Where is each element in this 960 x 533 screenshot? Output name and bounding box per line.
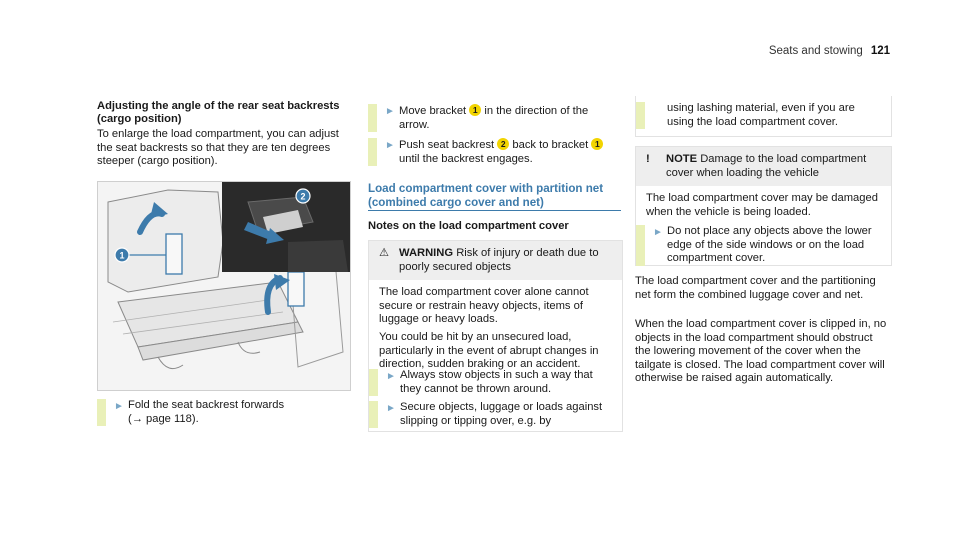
step-push-backrest — [368, 138, 621, 166]
step-text: Secure objects, luggage or loads against slipping or tipping over, e.g. by — [400, 401, 603, 427]
step-arrow-icon: ► — [386, 371, 396, 382]
rear-seat-illustration — [97, 181, 351, 391]
step-arrow-icon: ► — [653, 227, 663, 238]
step-arrow-icon: ► — [114, 401, 124, 412]
step-text: Always stow objects in such a way that they cannot be thrown around. — [400, 369, 593, 395]
body-paragraph-1: The load compartment cover and the partitioning net form the combined luggage cover and net. — [635, 275, 876, 301]
step-arrow-icon: ► — [385, 140, 395, 151]
step-text-pre: Push seat backrest — [399, 139, 495, 151]
image-callout-1: 1 — [119, 250, 125, 261]
warning-step-continued — [636, 102, 881, 129]
notice-exclamation-icon: ! — [646, 153, 650, 165]
note-paragraph: The load compartment cover may be damaged when the vehicle is being loaded. — [646, 192, 878, 218]
step-text-post: until the backrest engages. — [399, 152, 533, 165]
image-callout-2: 2 — [300, 191, 306, 202]
section-heading-backrest-angle: Adjusting the angle of the rear seat backrests (cargo position) — [97, 100, 340, 126]
callout-number: 1 — [469, 104, 481, 116]
step-text-pre: Move bracket — [399, 105, 467, 117]
note-box — [635, 146, 892, 266]
warning-step-secure — [369, 401, 612, 428]
step-arrow-icon: ► — [385, 106, 395, 117]
warning-triangle-icon: ⚠ — [379, 247, 390, 259]
note-step — [636, 225, 881, 266]
warning-box-continued — [635, 96, 892, 137]
note-header — [636, 147, 891, 186]
section-rule — [368, 210, 621, 211]
step-marker-bar — [636, 225, 645, 266]
step-marker-bar — [636, 102, 645, 129]
step-marker-bar — [97, 399, 106, 426]
warning-text: Risk of injury or death due to poorly secured objects — [399, 247, 599, 273]
warning-box — [368, 240, 623, 432]
callout-number: 1 — [591, 138, 603, 150]
notes-heading: Notes on the load compartment cover — [368, 220, 569, 232]
running-header — [769, 45, 890, 59]
step-marker-bar — [368, 104, 377, 132]
step-marker-bar — [369, 401, 378, 428]
warning-header — [369, 241, 622, 280]
note-label: NOTE — [666, 153, 698, 165]
body-paragraph-2: When the load compartment cover is clipped in, no objects in the load compartment should obstruct the lowering movement of the cover when the tailgate is closed. The load compartment cover will otherwise be raised again automatically. — [635, 318, 887, 385]
page-reference[interactable]: (→ page 118). — [128, 412, 199, 425]
step-marker-bar — [369, 369, 378, 396]
note-text: Damage to the load compartment cover when loading the vehicle — [666, 153, 867, 179]
step-text: using lashing material, even if you are using the load compartment cover. — [667, 102, 855, 128]
step-marker-bar — [368, 138, 377, 166]
step-text: Do not place any objects above the lower edge of the side windows or on the load compartment cover. — [667, 225, 872, 265]
step-text-mid: back to bracket — [512, 139, 589, 151]
warning-paragraph-2: You could be hit by an unsecured load, particularly in the event of abrupt changes in direction, sudden braking or an accident. — [379, 330, 599, 371]
intro-paragraph: To enlarge the load compartment, you can adjust the seat backrests so that they are ten degrees steeper (cargo position). — [97, 128, 339, 168]
step-move-bracket — [368, 104, 621, 132]
page-number: 121 — [870, 45, 890, 57]
step-arrow-placeholder — [653, 102, 667, 129]
warning-paragraph-1: The load compartment cover alone cannot secure or restrain heavy objects, items of luggage or heavy loads. — [379, 286, 589, 326]
step-text-post: in the direction of the arrow. — [399, 105, 589, 131]
header-section: Seats and stowing — [768, 45, 863, 57]
section-title-cargo-cover: Load compartment cover with partition net (combined cargo cover and net) — [368, 182, 604, 209]
rear-seat-drawing — [98, 182, 350, 390]
step-arrow-icon: ► — [386, 403, 396, 414]
step-text: Fold the seat backrest forwards — [128, 399, 285, 411]
callout-number: 2 — [497, 138, 509, 150]
warning-step-stow — [369, 369, 612, 396]
step-fold-backrest — [97, 399, 355, 426]
warning-label: WARNING — [399, 247, 454, 259]
